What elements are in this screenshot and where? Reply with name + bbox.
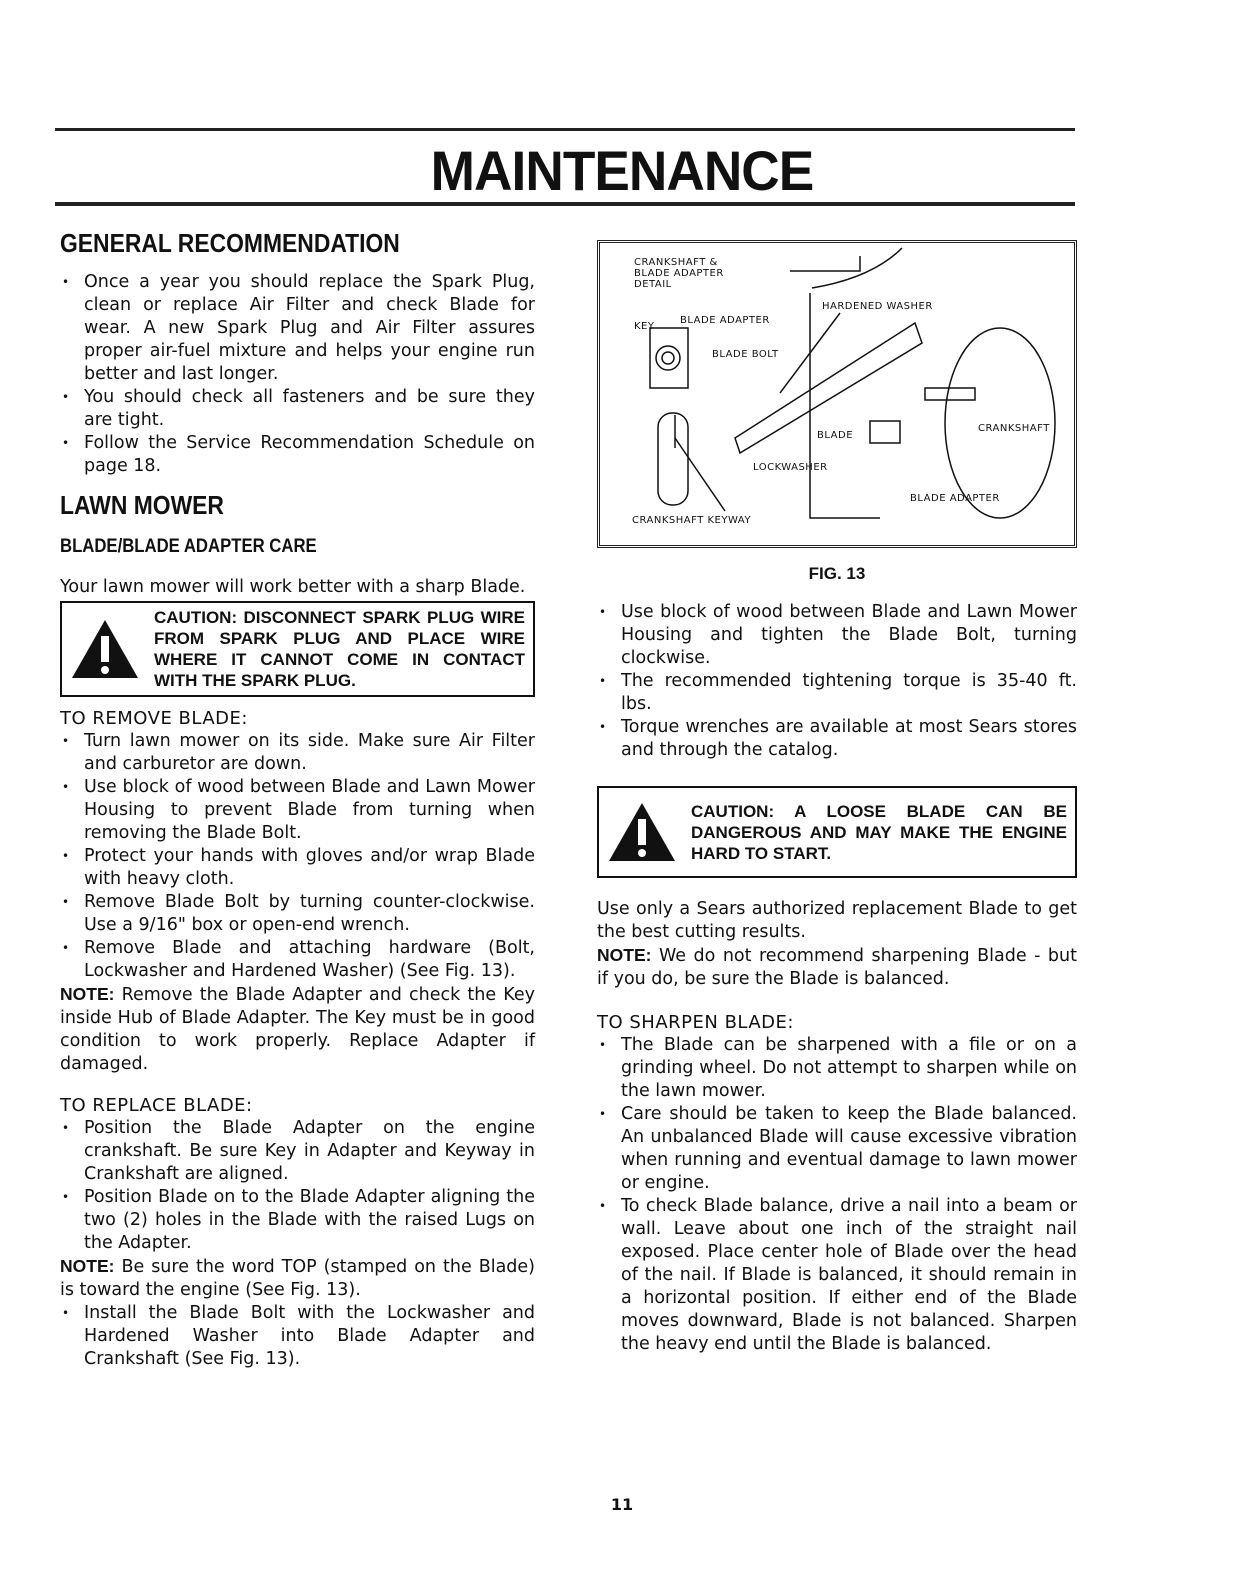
note-text: Be sure the word TOP (stamped on the Blade) is toward the engine (See Fig. 13). [60, 1257, 535, 1300]
note-text: We do not recommend sharpening Blade - but if you do, be sure the Blade is balanced. [597, 946, 1077, 989]
caution-text: CAUTION: A LOOSE BLADE CAN BE DANGEROUS AND MAY MAKE THE ENGINE HARD TO START. [691, 801, 1067, 863]
remove-list [60, 730, 535, 983]
title-rule [55, 202, 1075, 206]
figure-caption: FIG. 13 [808, 564, 866, 583]
replace-list-2 [60, 1302, 535, 1371]
warning-icon [70, 618, 140, 680]
figure-label: LOCKWASHER [753, 462, 828, 473]
warning-icon [607, 801, 677, 863]
figure-label: CRANKSHAFT KEYWAY [632, 515, 751, 526]
figure-label: KEY [634, 321, 655, 332]
replacement-text: Use only a Sears authorized replacement Blade to get the best cutting results. [597, 899, 1077, 942]
note-label: NOTE: [597, 945, 652, 965]
caution-text: CAUTION: DISCONNECT SPARK PLUG WIRE FROM SPARK PLUG AND PLACE WIRE WHERE IT CANNOT COME IN CONTACT WITH THE SPARK PLUG. [154, 608, 525, 690]
list-item: • Care should be taken to keep the Blade balanced. An unbalanced Blade will cause excessive vibration when running and eventual damage to lawn mower or engine. [597, 1103, 1077, 1195]
list-item: • Protect your hands with gloves and/or wrap Blade with heavy cloth. [60, 845, 535, 891]
list-item: • Use block of wood between Blade and Lawn Mower Housing to prevent Blade from turning when removing the Blade Bolt. [60, 776, 535, 845]
figure-label: BLADE ADAPTER [680, 315, 770, 326]
list-item: • Position the Blade Adapter on the engine crankshaft. Be sure Key in Adapter and Keyway in Crankshaft are aligned. [60, 1117, 535, 1186]
list-item: • The Blade can be sharpened with a file or on a grinding wheel. Do not attempt to sharpen while on the lawn mower. [597, 1034, 1077, 1103]
sharpen-heading: TO SHARPEN BLADE: [597, 1012, 794, 1033]
list-item: • To check Blade balance, drive a nail into a beam or wall. Leave about one inch of the straight nail exposed. Place center hole of Blade over the head of the nail. If Blade is balanced, it should remain in a horizontal position. If either end of the Blade moves downward, Blade is not balanced. Sharpen the heavy end until the Blade is balanced. [597, 1195, 1077, 1356]
list-item: • Once a year you should replace the Spark Plug, clean or replace Air Filter and check Blade for wear. A new Spark Plug and Air Filter assures proper air-fuel mixture and helps your engine run better and last longer. [60, 271, 535, 386]
figure-label: BLADE [817, 430, 854, 441]
tighten-list [597, 601, 1077, 762]
sharpen-list [597, 1034, 1077, 1356]
list-item: • Follow the Service Recommendation Schedule on page 18. [60, 432, 535, 478]
page-title: MAINTENANCE [430, 139, 814, 202]
note [597, 944, 1077, 991]
list-item: • Remove Blade Bolt by turning counter-clockwise. Use a 9/16" box or open-end wrench. [60, 891, 535, 937]
right-column [597, 240, 1077, 1356]
intro-text: Your lawn mower will work better with a sharp Blade. [60, 577, 526, 597]
general-heading: GENERAL RECOMMENDATION [60, 228, 400, 258]
figure-label: CRANKSHAFT & BLADE ADAPTER DETAIL [634, 257, 724, 290]
list-item: • The recommended tightening torque is 35-40 ft. lbs. [597, 670, 1077, 716]
general-list [60, 271, 535, 478]
note-label: NOTE: [60, 1256, 115, 1276]
replace-heading: TO REPLACE BLADE: [60, 1095, 253, 1116]
list-item: • Position Blade on to the Blade Adapter aligning the two (2) holes in the Blade with the raised Lugs on the Adapter. [60, 1186, 535, 1255]
list-item: • Turn lawn mower on its side. Make sure Air Filter and carburetor are down. [60, 730, 535, 776]
list-item: • You should check all fasteners and be sure they are tight. [60, 386, 535, 432]
figure-13 [597, 240, 1077, 548]
blade-care-heading: BLADE/BLADE ADAPTER CARE [60, 536, 317, 557]
list-item: • Torque wrenches are available at most Sears stores and through the catalog. [597, 716, 1077, 762]
note-text: Remove the Blade Adapter and check the Key inside Hub of Blade Adapter. The Key must be in good condition to work properly. Replace Adapter if damaged. [60, 985, 535, 1074]
figure-label: HARDENED WASHER [822, 301, 933, 312]
note-label: NOTE: [60, 984, 115, 1004]
page-number: 11 [610, 1495, 634, 1514]
list-item: • Install the Blade Bolt with the Lockwasher and Hardened Washer into Blade Adapter and Crankshaft (See Fig. 13). [60, 1302, 535, 1371]
remove-heading: TO REMOVE BLADE: [60, 708, 248, 729]
top-rule [55, 128, 1075, 131]
replace-list [60, 1117, 535, 1255]
lawn-mower-heading: LAWN MOWER [60, 490, 224, 520]
list-item: • Use block of wood between Blade and Lawn Mower Housing and tighten the Blade Bolt, turning clockwise. [597, 601, 1077, 670]
note [60, 1255, 535, 1302]
figure-label: BLADE BOLT [712, 349, 779, 360]
caution-box [597, 786, 1077, 878]
caution-box [60, 601, 535, 697]
figure-label: CRANKSHAFT [978, 423, 1050, 434]
note [60, 983, 535, 1076]
list-item: • Remove Blade and attaching hardware (Bolt, Lockwasher and Hardened Washer) (See Fig. 13). [60, 937, 535, 983]
figure-label: BLADE ADAPTER [910, 493, 1000, 504]
left-column [60, 228, 535, 1371]
